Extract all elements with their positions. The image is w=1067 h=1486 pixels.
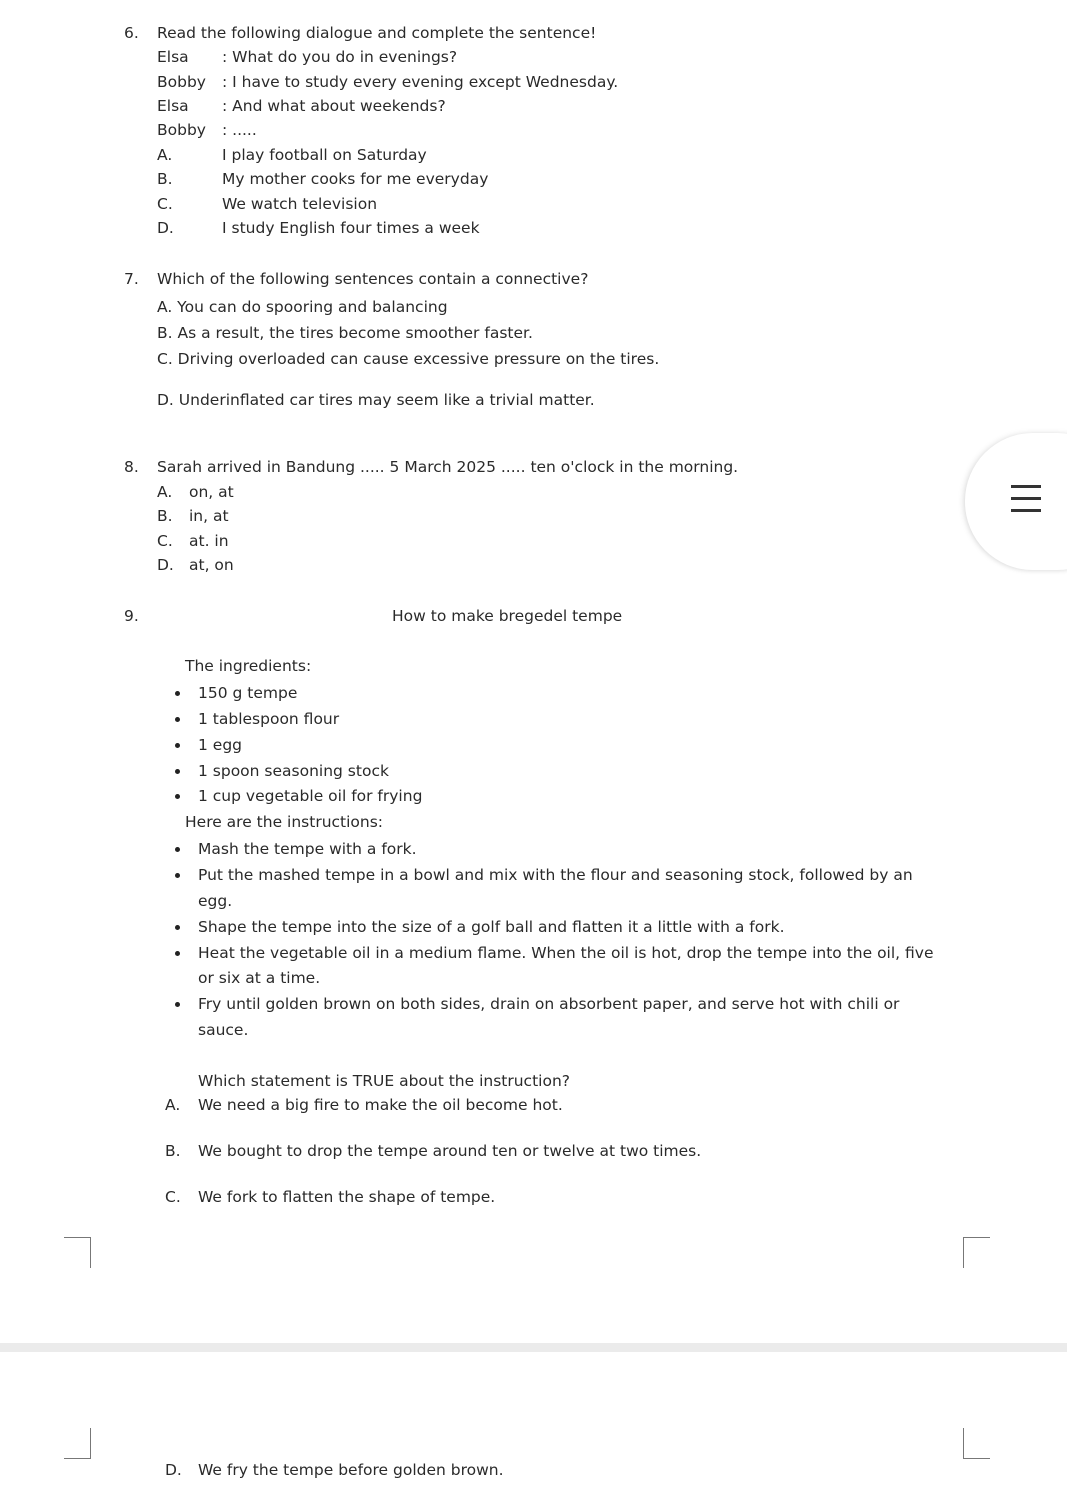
option-text: A. You can do spooring and balancing bbox=[157, 298, 448, 316]
page-corner-mark bbox=[64, 1237, 91, 1268]
option-text: We fork to flatten the shape of tempe. bbox=[198, 1188, 496, 1206]
instruction-step: Mash the tempe with a fork. bbox=[198, 840, 417, 858]
ingredient-item: 1 egg bbox=[198, 736, 243, 754]
option-text: We watch television bbox=[222, 195, 378, 213]
option-text: on, at bbox=[189, 483, 234, 501]
ingredient-item: 150 g tempe bbox=[198, 684, 298, 702]
dialogue-line: : I have to study every evening except Wednesday. bbox=[222, 73, 619, 91]
bullet bbox=[175, 717, 180, 722]
option-text: at. in bbox=[189, 532, 229, 550]
q6-prompt: Read the following dialogue and complete the sentence! bbox=[157, 24, 597, 42]
instruction-step-cont: sauce. bbox=[198, 1021, 249, 1039]
bullet bbox=[175, 925, 180, 930]
q6-number: 6. bbox=[124, 24, 139, 42]
option-letter: D. bbox=[165, 1461, 182, 1479]
option-text: in, at bbox=[189, 507, 229, 525]
ingredient-item: 1 spoon seasoning stock bbox=[198, 762, 389, 780]
option-letter: B. bbox=[157, 507, 173, 525]
option-text: B. As a result, the tires become smoother faster. bbox=[157, 324, 533, 342]
q7-number: 7. bbox=[124, 270, 139, 288]
dialogue-speaker: Elsa bbox=[157, 48, 189, 66]
page-break bbox=[0, 1343, 1067, 1352]
option-text: I play football on Saturday bbox=[222, 146, 427, 164]
option-letter: C. bbox=[157, 195, 173, 213]
dialogue-speaker: Elsa bbox=[157, 97, 189, 115]
instruction-step: Heat the vegetable oil in a medium flame. When the oil is hot, drop the tempe into the oil, five bbox=[198, 944, 934, 962]
option-text: We bought to drop the tempe around ten or twelve at two times. bbox=[198, 1142, 702, 1160]
option-text: D. Underinflated car tires may seem like a trivial matter. bbox=[157, 391, 595, 409]
bullet bbox=[175, 743, 180, 748]
recipe-title: How to make bregedel tempe bbox=[392, 607, 623, 625]
option-text: We need a big fire to make the oil become hot. bbox=[198, 1096, 563, 1114]
dialogue-speaker: Bobby bbox=[157, 73, 206, 91]
option-letter: D. bbox=[157, 556, 174, 574]
option-letter: D. bbox=[157, 219, 174, 237]
dialogue-speaker: Bobby bbox=[157, 121, 206, 139]
q8-prompt: Sarah arrived in Bandung ..... 5 March 2025 ..... ten o'clock in the morning. bbox=[157, 458, 739, 476]
option-text: My mother cooks for me everyday bbox=[222, 170, 489, 188]
bullet bbox=[175, 951, 180, 956]
page-corner-mark bbox=[64, 1428, 91, 1459]
q8-number: 8. bbox=[124, 458, 139, 476]
instructions-heading: Here are the instructions: bbox=[185, 813, 384, 831]
ingredients-heading: The ingredients: bbox=[185, 657, 312, 675]
dialogue-line: : ..... bbox=[222, 121, 257, 139]
option-text: at, on bbox=[189, 556, 234, 574]
bullet bbox=[175, 691, 180, 696]
option-letter: A. bbox=[165, 1096, 181, 1114]
instruction-step-cont: or six at a time. bbox=[198, 969, 321, 987]
option-text: We fry the tempe before golden brown. bbox=[198, 1461, 504, 1479]
option-letter: A. bbox=[157, 483, 173, 501]
q9-number: 9. bbox=[124, 607, 139, 625]
option-letter: C. bbox=[157, 532, 173, 550]
option-letter: A. bbox=[157, 146, 173, 164]
option-letter: B. bbox=[157, 170, 173, 188]
instruction-step: Fry until golden brown on both sides, drain on absorbent paper, and serve hot with chili or bbox=[198, 995, 900, 1013]
floating-menu-button[interactable] bbox=[965, 433, 1067, 570]
q7-prompt: Which of the following sentences contain a connective? bbox=[157, 270, 589, 288]
page-corner-mark bbox=[963, 1428, 990, 1459]
ingredient-item: 1 cup vegetable oil for frying bbox=[198, 787, 423, 805]
bullet bbox=[175, 847, 180, 852]
option-text: C. Driving overloaded can cause excessive pressure on the tires. bbox=[157, 350, 660, 368]
hamburger-menu-icon bbox=[1011, 485, 1041, 521]
page-corner-mark bbox=[963, 1237, 990, 1268]
bullet bbox=[175, 873, 180, 878]
option-letter: B. bbox=[165, 1142, 181, 1160]
ingredient-item: 1 tablespoon flour bbox=[198, 710, 340, 728]
dialogue-line: : And what about weekends? bbox=[222, 97, 446, 115]
option-text: I study English four times a week bbox=[222, 219, 480, 237]
bullet bbox=[175, 794, 180, 799]
bullet bbox=[175, 1002, 180, 1007]
option-letter: C. bbox=[165, 1188, 181, 1206]
instruction-step: Put the mashed tempe in a bowl and mix with the flour and seasoning stock, followed by an bbox=[198, 866, 913, 884]
dialogue-line: : What do you do in evenings? bbox=[222, 48, 458, 66]
bullet bbox=[175, 769, 180, 774]
instruction-step: Shape the tempe into the size of a golf ball and flatten it a little with a fork. bbox=[198, 918, 785, 936]
instruction-step-cont: egg. bbox=[198, 892, 233, 910]
q9-question: Which statement is TRUE about the instruction? bbox=[198, 1072, 570, 1090]
